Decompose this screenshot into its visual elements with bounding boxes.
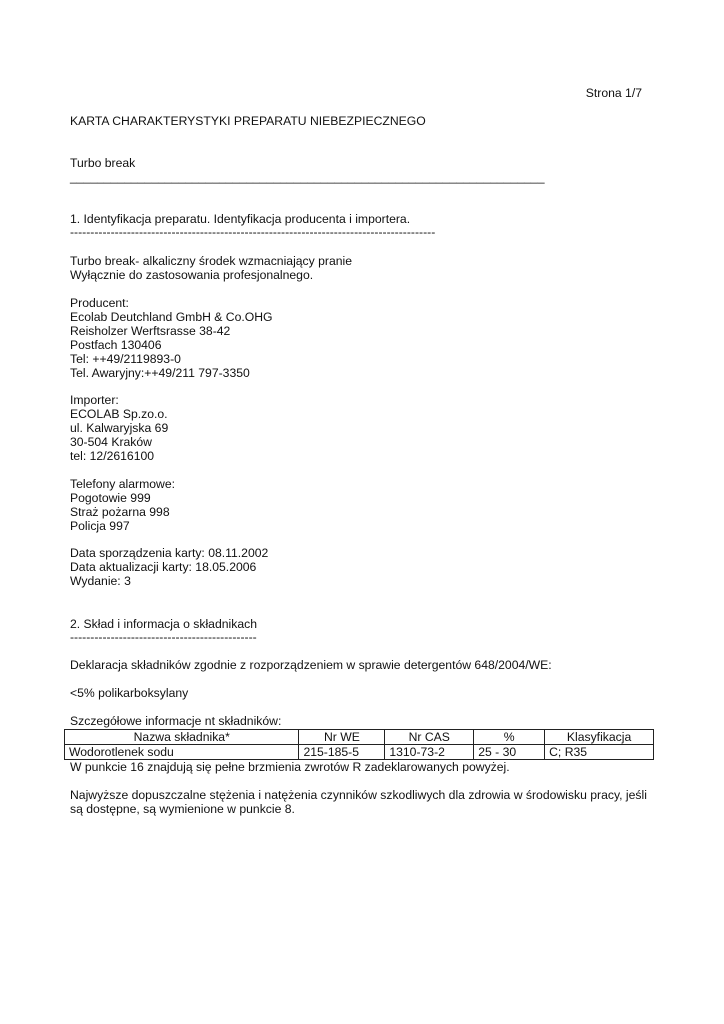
emergency-phones-block xyxy=(70,477,175,533)
section2-heading: 2. Skład i informacja o składnikach xyxy=(70,617,257,631)
section1-heading: 1. Identyfikacja preparatu. Identyfikacja producenta i importera. xyxy=(70,212,411,226)
producer-line: Reisholzer Werftsrasse 38-42 xyxy=(70,324,231,338)
emergency-line: Pogotowie 999 xyxy=(70,491,151,505)
product-name: Turbo break xyxy=(70,156,136,170)
producer-line: Postfach 130406 xyxy=(70,338,162,352)
date-line: Wydanie: 3 xyxy=(70,574,131,588)
table-row xyxy=(65,745,654,760)
limits-line: są dostępne, są wymienione w punkcie 8. xyxy=(70,802,295,816)
section2-separator: ---------------------------------------------- xyxy=(70,630,257,644)
producer-line: Producent: xyxy=(70,296,129,310)
dates-block xyxy=(70,546,268,588)
table-header-row xyxy=(65,730,654,745)
title-underline: ______________________________________________________________________ xyxy=(70,170,545,184)
column-header: Nr CAS xyxy=(385,730,474,745)
r-phrases-note: W punkcie 16 znajdują się pełne brzmienia zwrotów R zadeklarowanych powyżej. xyxy=(70,760,510,774)
description-line: Wyłącznie do zastosowania profesjonalnego. xyxy=(70,268,314,282)
document-title: KARTA CHARAKTERYSTYKI PREPARATU NIEBEZPIECZNEGO xyxy=(70,114,426,128)
table-cell: C; R35 xyxy=(545,745,654,760)
importer-line: ul. Kalwaryjska 69 xyxy=(70,421,169,435)
importer-line: Importer: xyxy=(70,393,119,407)
components-table xyxy=(64,729,654,760)
column-header: Nazwa składnika* xyxy=(65,730,299,745)
column-header: Klasyfikacja xyxy=(545,730,654,745)
table-cell: 215-185-5 xyxy=(299,745,385,760)
date-line: Data aktualizacji karty: 18.05.2006 xyxy=(70,560,257,574)
emergency-line: Policja 997 xyxy=(70,519,130,533)
producer-line: Tel. Awaryjny:++49/211 797-3350 xyxy=(70,366,250,380)
table-cell: 1310-73-2 xyxy=(385,745,474,760)
page-number: Strona 1/7 xyxy=(585,86,642,100)
polycarboxylates-line: <5% polikarboksylany xyxy=(70,686,189,700)
limits-line: Najwyższe dopuszczalne stężenia i natężenia czynników szkodliwych dla zdrowia w środowisku pracy, jeśli xyxy=(70,788,647,802)
table-cell: 25 - 30 xyxy=(474,745,545,760)
description-line: Turbo break- alkaliczny środek wzmacniający pranie xyxy=(70,254,353,268)
producer-line: Ecolab Deutchland GmbH & Co.OHG xyxy=(70,310,273,324)
exposure-limits-note xyxy=(70,788,647,816)
detergent-declaration: Deklaracja składników zgodnie z rozporządzeniem w sprawie detergentów 648/2004/WE: xyxy=(70,658,552,672)
producer-block xyxy=(70,296,273,380)
product-description xyxy=(70,254,352,282)
column-header: Nr WE xyxy=(299,730,385,745)
producer-line: Tel: ++49/2119893-0 xyxy=(70,352,181,366)
importer-line: ECOLAB Sp.zo.o. xyxy=(70,407,168,421)
section1-separator: ------------------------------------------------------------------------------------------ xyxy=(70,225,436,239)
table-cell: Wodorotlenek sodu xyxy=(65,745,299,760)
importer-line: tel: 12/2616100 xyxy=(70,449,155,463)
emergency-line: Straż pożarna 998 xyxy=(70,505,170,519)
emergency-line: Telefony alarmowe: xyxy=(70,477,175,491)
importer-line: 30-504 Kraków xyxy=(70,435,152,449)
column-header: % xyxy=(474,730,545,745)
date-line: Data sporządzenia karty: 08.11.2002 xyxy=(70,546,269,560)
component-details-label: Szczegółowe informacje nt składników: xyxy=(70,714,282,728)
importer-block xyxy=(70,393,168,463)
